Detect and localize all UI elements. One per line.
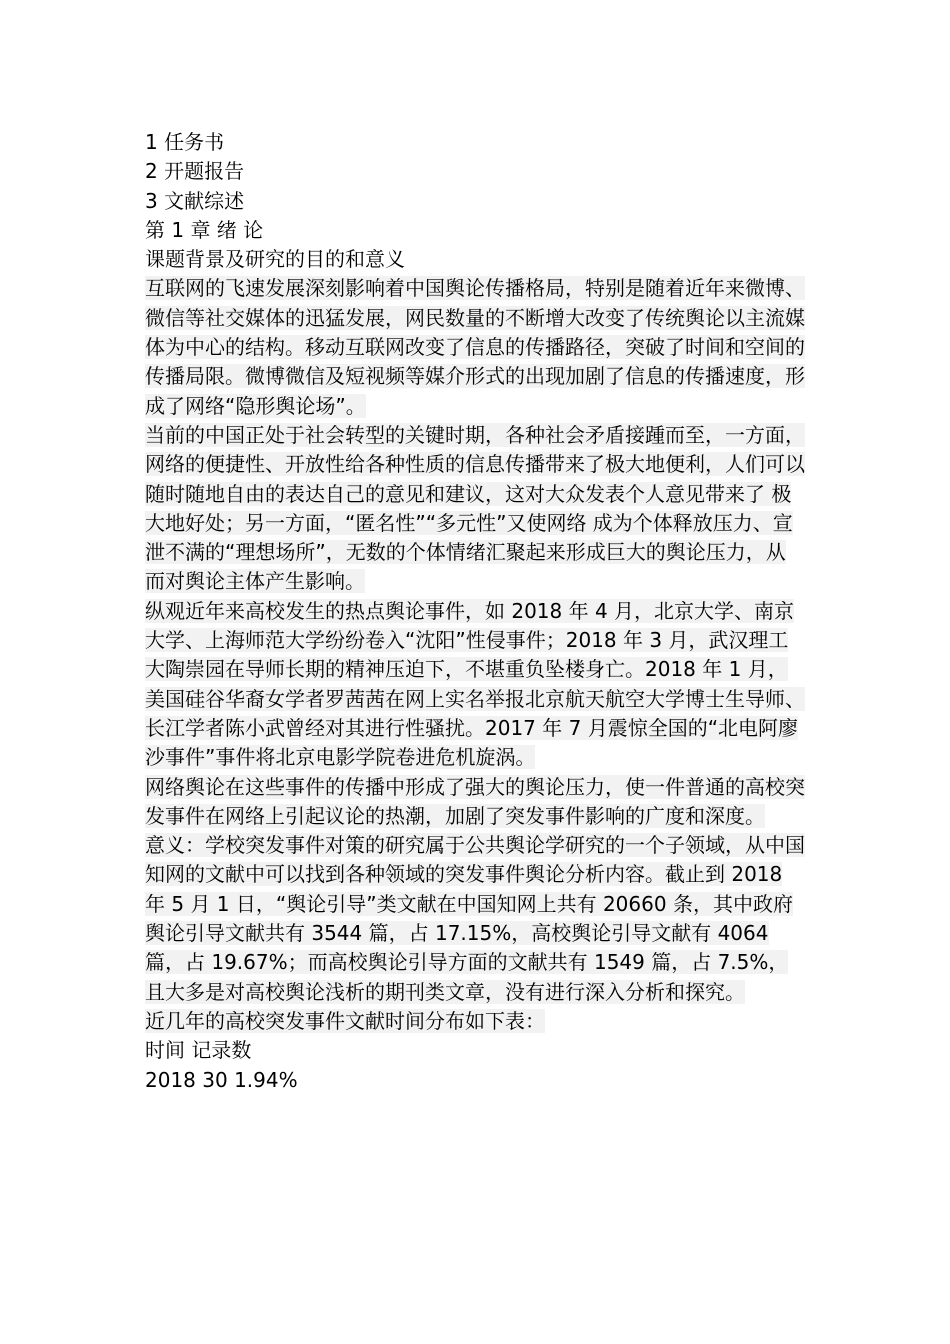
paragraph-significance [145, 831, 805, 1007]
paragraph-text: 纵观近年来高校发生的热点舆论事件，如 2018 年 4 月，北京大学、南京大学、上海师范大学纷纷卷入“沈阳”性侵事件；2018 年 3 月，武汉理工大陶崇园在导师长期的精神压迫下，不堪重负坠楼身亡。2018 年 1 月，美国硅谷华裔女学者罗茜茜在网上实名举报北京航天航空大学博士生导师、长江学者陈小武曾经对其进行性骚扰。2017 年 7 月震惊全国的“北电阿廖沙事件”事件将北京电影学院卷进危机旋涡。 [145, 598, 805, 770]
paragraph-table-intro [145, 1007, 805, 1036]
paragraph-internet-development [145, 274, 805, 420]
toc-item-proposal-report: 2 开题报告 [145, 159, 245, 184]
table-header: 时间 记录数 [145, 1038, 252, 1063]
paragraph-social-transition [145, 421, 805, 597]
paragraph-text: 当前的中国正处于社会转型的关键时期，各种社会矛盾接踵而至，一方面，网络的便捷性、开放性给各种性质的信息传播带来了极大地便利，人们可以随时随地自由的表达自己的意见和建议，这对大众发表个人意见带来了 极大地好处；另一方面，“匿名性”“多元性”又使网络 成为个体释放压力、宣泄不满的“理想场所”，无数的个体情绪汇聚起来形成巨大的舆论压力，从而对舆论主体产生影响。 [145, 422, 805, 594]
table-row: 2018 30 1.94% [145, 1067, 298, 1092]
section-title: 课题背景及研究的目的和意义 [145, 247, 405, 272]
document-page [145, 128, 805, 1095]
paragraph-text: 互联网的飞速发展深刻影响着中国舆论传播格局，特别是随着近年来微博、微信等社交媒体的迅猛发展，网民数量的不断增大改变了传统舆论以主流媒体为中心的结构。移动互联网改变了信息的传播路径，突破了时间和空间的传播局限。微博微信及短视频等媒介形式的出现加剧了信息的传播速度，形成了网络“隐形舆论场”。 [145, 276, 805, 418]
paragraph-text: 意义：学校突发事件对策的研究属于公共舆论学研究的一个子领域，从中国知网的文献中可以找到各种领域的突发事件舆论分析内容。截止到 2018 年 5 月 1 日，“舆论引导”类文献在中国知网上共有 20660 条，其中政府舆论引导文献共有 3544 篇，占 17.15%，高校舆论引导文献有 4064 篇，占 19.67%；而高校舆论引导方面的文献共有 1549 篇，占 7.5%，且大多是对高校舆论浅析的期刊类文章，没有进行深入分析和探究。 [145, 833, 805, 1004]
paragraph-public-opinion-pressure [145, 773, 805, 832]
paragraph-text: 网络舆论在这些事件的传播中形成了强大的舆论压力，使一件普通的高校突发事件在网络上引起议论的热潮，加剧了突发事件影响的广度和深度。 [145, 774, 805, 828]
toc-item-task-book: 1 任务书 [145, 130, 225, 154]
chapter-title: 第 1 章 绪 论 [145, 217, 264, 242]
paragraph-text: 近几年的高校突发事件文献时间分布如下表： [145, 1008, 545, 1033]
toc-item-literature-review: 3 文献综述 [145, 188, 245, 213]
paragraph-hot-events [145, 597, 805, 773]
